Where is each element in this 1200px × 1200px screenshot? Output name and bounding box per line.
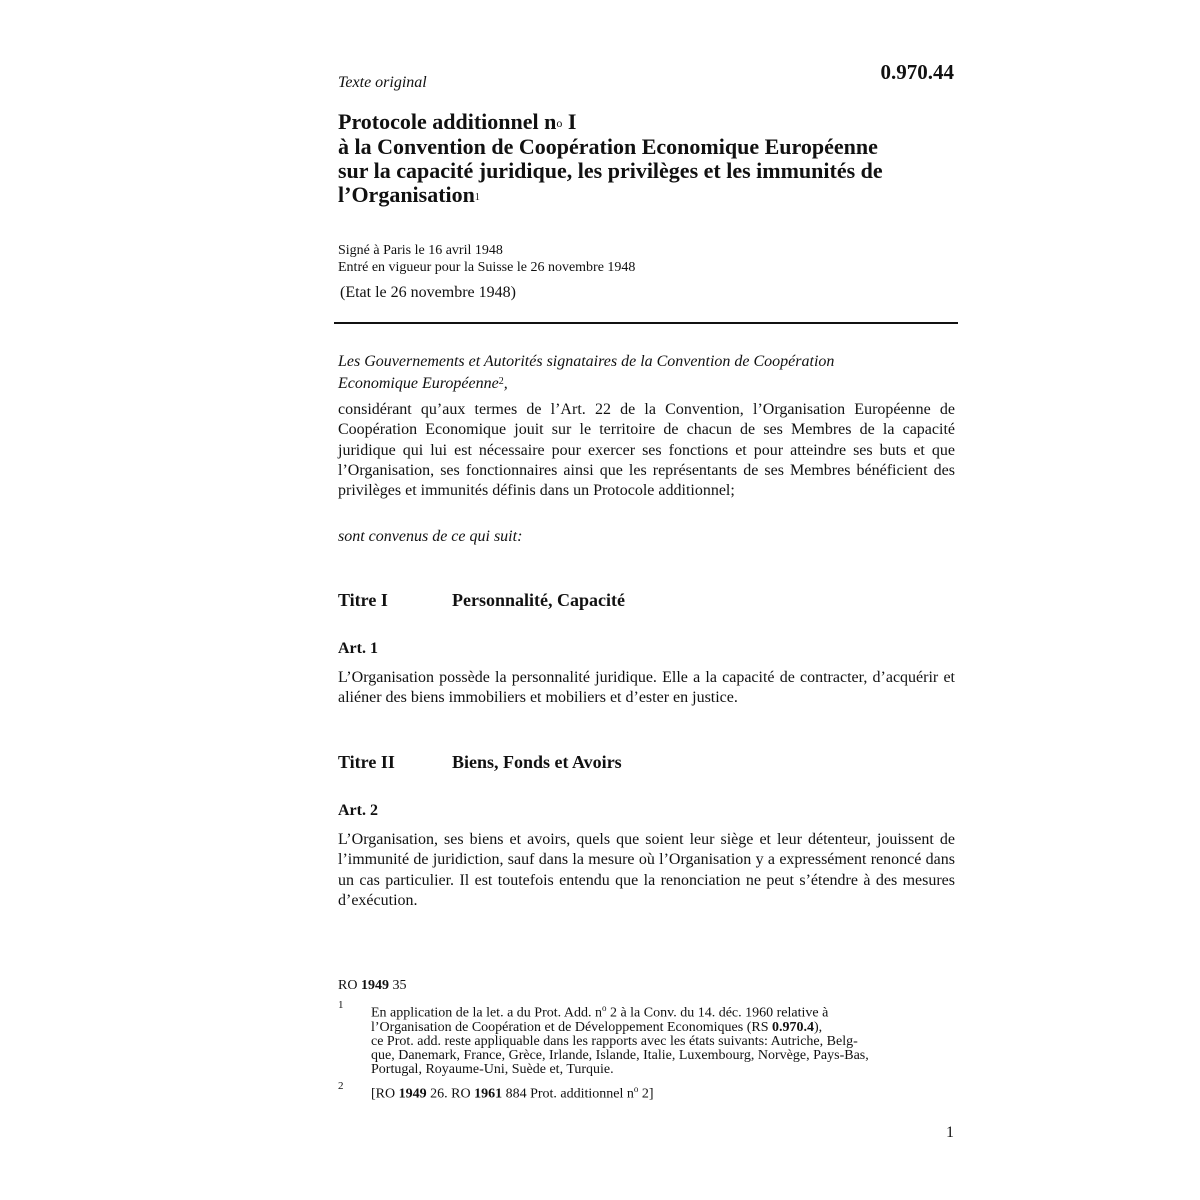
preamble-line-1: Les Gouvernements et Autorités signataires de la Convention de Coopération — [338, 353, 835, 370]
titre-ii-heading — [338, 752, 955, 773]
titre-label: Titre II — [338, 752, 395, 772]
texte-original-label: Texte original — [338, 74, 427, 91]
signature-meta — [338, 242, 635, 276]
titre-name: Personnalité, Capacité — [452, 590, 625, 610]
titre-name: Biens, Fonds et Avoirs — [452, 752, 622, 772]
considerant-paragraph: considérant qu’aux termes de l’Art. 22 de la Convention, l’Organisation Européenne de Coopération Economique jouit sur le territoire de chacun de ses Membres de la capacité juridique qui lui est nécessaire pour exercer ses fonctions et pour atteindre ses buts et que l’Organisation, ses fonctionnaires ainsi que les représentants de ses Membres bénéficient des privilèges et immunités définis dans un Protocole additionnel; — [338, 401, 955, 500]
sr-number: 0.970.44 — [880, 60, 954, 84]
footnote-number: 2 — [338, 1080, 344, 1092]
article-1-body: L’Organisation possède la personnalité juridique. Elle a la capacité de contracter, d’acquérir et aliéner des biens immobiliers et mobiliers et d’ester en justice. — [338, 669, 955, 707]
footnote-text: [RO 1949 26. RO 1961 884 Prot. additionnel $n^o$ 2] — [371, 1084, 654, 1102]
page-number: 1 — [946, 1124, 954, 1141]
title-line-2: à la Convention de Coopération Economique Européenne — [338, 134, 878, 159]
footnote-ref-2[interactable]: 2 — [498, 376, 504, 387]
preamble-line-2: Economique Européenne$^2$, — [338, 375, 508, 392]
entry-into-force: Entré en vigueur pour la Suisse le 26 novembre 1948 — [338, 260, 636, 275]
etat-date: (Etat le 26 novembre 1948) — [340, 284, 516, 301]
document-title — [338, 110, 978, 210]
article-2-body: L’Organisation, ses biens et avoirs, quels que soient leur siège et leur détenteur, jouissent de l’immunité de juridiction, sauf dans la mesure où l’Organisation y a expressément renoncé dans un cas particulier. Il est toutefois entendu que la renonciation ne peut s’étendre à des mesures d’exécution. — [338, 831, 955, 909]
ro-reference: RO 1949 35 — [338, 978, 407, 993]
footnote-2 — [338, 1082, 958, 1102]
footnote-ref-1[interactable]: 1 — [474, 192, 480, 203]
convenus-line: sont convenus de ce qui suit: — [338, 528, 523, 545]
header-divider — [334, 322, 958, 324]
title-line-3: sur la capacité juridique, les privilèges et les immunités de — [338, 158, 883, 183]
preamble — [338, 352, 955, 394]
signed-date: Signé à Paris le 16 avril 1948 — [338, 243, 503, 258]
titre-i-heading — [338, 590, 955, 611]
footnote-number: 1 — [338, 999, 344, 1011]
footnote-text: En application de la let. a du Prot. Add. $n^o$ 2 à la Conv. du 14. déc. 1960 relative à l’Organisation de Coopération et de Développement Economiques (RS 0.970.4), ce Prot. add. reste appliquable dans les rapports avec les états suivants: Autriche, Belg- que, Danemark, France, Grèce, Irlande, Islande, Italie, Luxembourg, Norvège, Pays-Bas, Portugal, Royaume-Uni, Suède et, Turquie. — [371, 1003, 869, 1077]
titre-label: Titre I — [338, 590, 388, 610]
title-line-4: l’Organisation1 — [338, 182, 480, 207]
footnote-1 — [338, 1001, 958, 1077]
article-1-heading: Art. 1 — [338, 640, 378, 657]
title-line-1: Protocole additionnel no I — [338, 109, 577, 134]
article-2-heading: Art. 2 — [338, 802, 378, 819]
